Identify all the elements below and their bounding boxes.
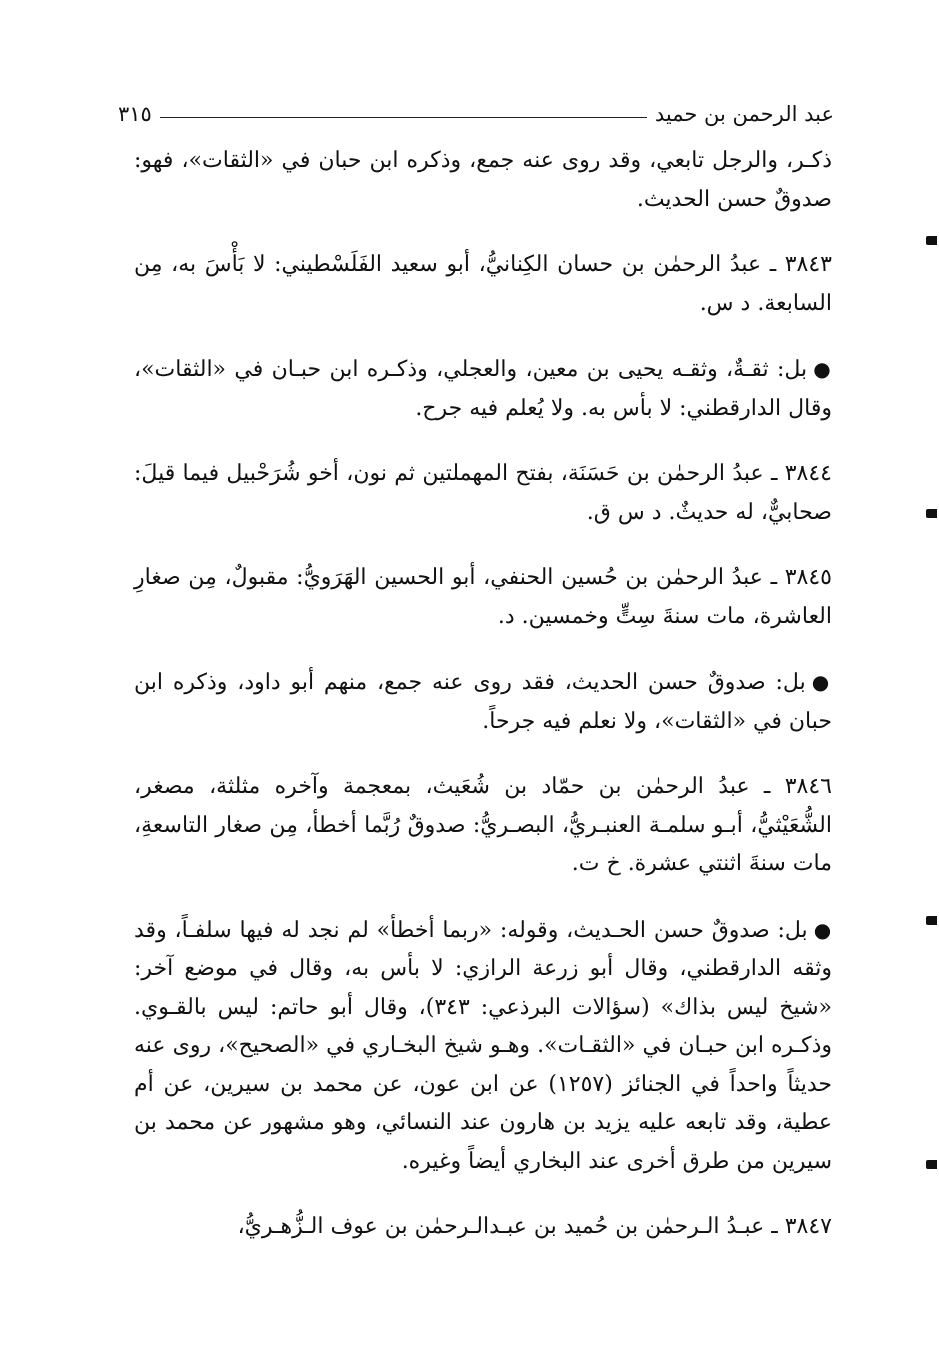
margin-mark [926, 916, 937, 925]
paragraph-continuation [134, 142, 832, 219]
margin-mark [926, 509, 937, 518]
entry-text: ٣٨٤٤ ـ عبدُ الرحمٰن بن حَسَنَة، بفتح المهملتين ثم نون، أخو شُرَحْبيل فيما قيلَ: صحابيٌّ، له حديثٌ. د س ق. [134, 461, 832, 525]
bullet-icon: ● [811, 670, 833, 694]
margin-mark [926, 236, 937, 245]
comment-3843 [134, 350, 832, 428]
entry-text: ٣٨٤٥ ـ عبدُ الرحمٰن بن حُسين الحنفي، أبو الحسين الهَرَويُّ: مقبولٌ، مِن صغارِ العاشرة، مات سنةَ سِتٍّ وخمسين. د. [134, 565, 832, 629]
entry-3847 [134, 1208, 832, 1247]
comment-text: بل: ثقـةٌ، وثقـه يحيى بن معين، والعجلي، وذكـره ابن حبـان في «الثقات»، وقال الدارقطني: لا بأس به. ولا يُعلم فيه جرح. [134, 357, 832, 421]
margin-mark [926, 1160, 937, 1169]
page-body [134, 142, 832, 1274]
bullet-icon: ● [813, 917, 833, 942]
comment-3846 [134, 911, 832, 1182]
header-title: عبد الرحمن بن حميد [654, 102, 834, 126]
entry-text: ٣٨٤٦ ـ عبدُ الرحمٰن بن حمّاد بن شُعَيث، بمعجمة وآخره مثلثة، مصغر، الشُّعَيْثيُّ، أبـو سلمـة العنبـريُّ، البصـريُّ: صدوقٌ رُبَّما أخطأ، مِن صغار التاسعةِ، مات سنةَ اثنتي عشرة. خ ت. [134, 774, 832, 876]
page-number: ٣١٥ [118, 102, 152, 126]
entry-text: ٣٨٤٧ ـ عبـدُ الـرحمٰن بن حُميد بن عبـدالـرحمٰن بن عوف الـزُّهـريُّ، [237, 1214, 832, 1239]
paragraph-text: ذكـر، والرجل تابعي، وقد روى عنه جمع، وذكره ابن حبان في «الثقات»، فهو: صدوقٌ حسن الحديث. [134, 148, 832, 212]
comment-text: بل: صدوقٌ حسن الحـديث، وقوله: «ربما أخطأ» لم نجد له فيها سلفـاً، وقد وثقه الدارقطني، وقال أبو زرعة الرازي: لا بأس به، وقال في موضع آخر: «شيخ ليس بذاك» (سؤالات البرذعي: ٣٤٣)، وقال أبو حاتم: ليس بالقـوي. وذكـره ابن حبـان في «الثقـات». وهـو شيخ البخـاري في «الصحيح»، روى عنه حديثاً واحداً في الجنائز (١٢٥٧) عن ابن عون، عن محمد بن سيرين، عن أم عطية، وقد تابعه عليه يزيد بن هارون عند النسائي، وهو مشهور عن محمد بن سيرين من طرق أخرى عند البخاري أيضاً وغيره. [134, 917, 833, 1174]
header-rule [160, 117, 647, 118]
bullet-icon: ● [813, 357, 832, 381]
running-header [118, 92, 834, 126]
comment-3845 [134, 663, 832, 741]
entry-3845 [134, 559, 832, 636]
entry-3846 [134, 768, 832, 884]
entry-3843 [134, 246, 832, 323]
entry-text: ٣٨٤٣ ـ عبدُ الرحمٰن بن حسان الكِنانيُّ، أبو سعيد الفَلَسْطيني: لا بَأْسَ به، مِن السابعة. د س. [134, 252, 832, 316]
comment-text: بل: صدوقٌ حسن الحديث، فقد روى عنه جمع، منهم أبو داود، وذكره ابن حبان في «الثقات»، ولا نعلم فيه جرحاً. [134, 670, 832, 734]
entry-3844 [134, 455, 832, 532]
